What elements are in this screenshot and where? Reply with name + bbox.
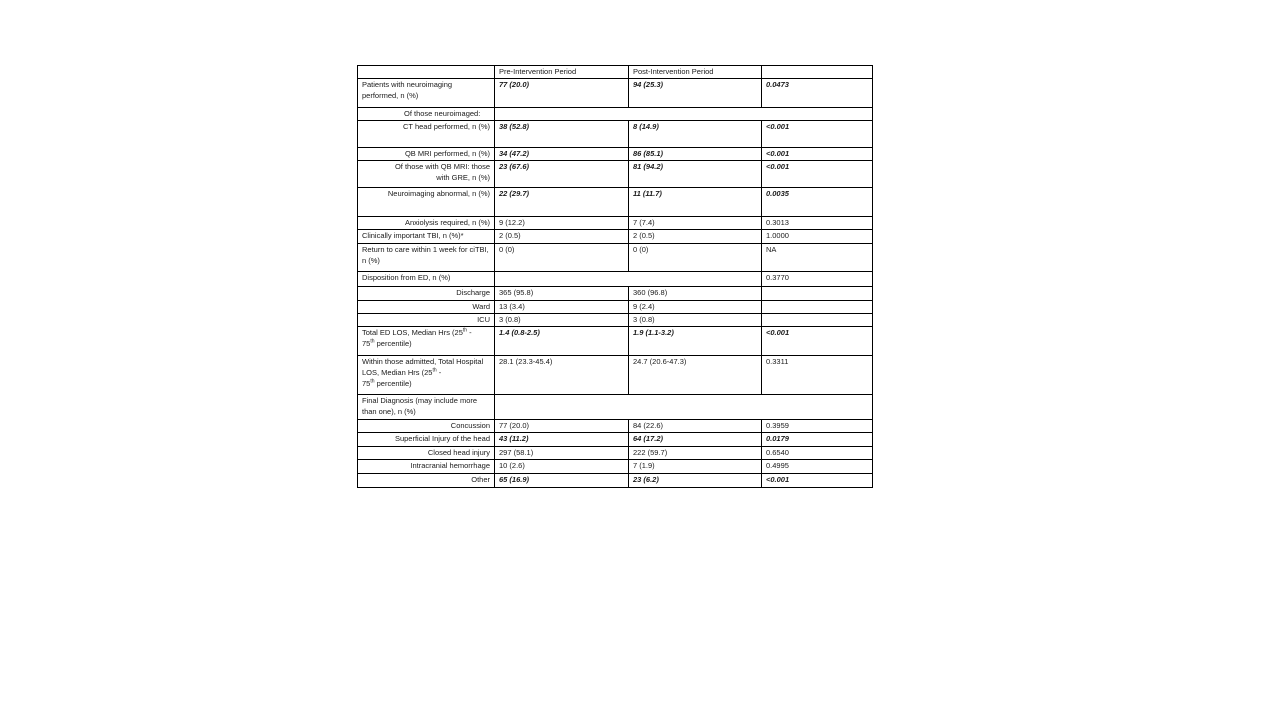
post-value: 86 (85.1) (629, 148, 762, 161)
pre-value: 297 (58.1) (495, 447, 629, 460)
table-row-disposition (358, 272, 873, 287)
p-value: 0.3311 (762, 356, 873, 395)
header-pre: Pre-Intervention Period (495, 66, 629, 79)
table-row-neuroimaging (358, 79, 873, 108)
post-value: 11 (11.7) (629, 188, 762, 217)
row-label: Neuroimaging abnormal, n (%) (358, 188, 495, 217)
p-value: 1.0000 (762, 230, 873, 244)
table-row-ich (358, 460, 873, 474)
row-label: Intracranial hemorrhage (358, 460, 495, 474)
empty-cell (495, 395, 873, 420)
p-value: 0.3013 (762, 217, 873, 230)
pre-value: 10 (2.6) (495, 460, 629, 474)
post-value: 84 (22.6) (629, 420, 762, 433)
p-value: 0.0473 (762, 79, 873, 108)
row-label (358, 356, 495, 395)
table-row-anxiolysis (358, 217, 873, 230)
table-row-superficial (358, 433, 873, 447)
header-row (358, 66, 873, 79)
table-row-discharge (358, 287, 873, 301)
p-value: 0.3770 (762, 272, 873, 287)
post-value: 23 (6.2) (629, 474, 762, 488)
pre-value: 13 (3.4) (495, 301, 629, 314)
p-value: 0.6540 (762, 447, 873, 460)
pre-value: 77 (20.0) (495, 420, 629, 433)
pre-value: 34 (47.2) (495, 148, 629, 161)
post-value: 1.9 (1.1-3.2) (629, 327, 762, 356)
p-value: 0.0179 (762, 433, 873, 447)
p-value: <0.001 (762, 148, 873, 161)
table-row-of-those (358, 108, 873, 121)
post-value: 24.7 (20.6-47.3) (629, 356, 762, 395)
table-row-citbi (358, 230, 873, 244)
post-value: 9 (2.4) (629, 301, 762, 314)
row-label: Return to care within 1 week for ciTBI, n (%) (358, 244, 495, 272)
row-label: Final Diagnosis (may include more than one), n (%) (358, 395, 495, 420)
p-value: <0.001 (762, 327, 873, 356)
table-row-ed-los (358, 327, 873, 356)
table-row-gre (358, 161, 873, 188)
pre-value: 0 (0) (495, 244, 629, 272)
p-value: 0.0035 (762, 188, 873, 217)
pre-value: 77 (20.0) (495, 79, 629, 108)
table-row-other (358, 474, 873, 488)
superscript: th (370, 378, 375, 385)
pre-value: 9 (12.2) (495, 217, 629, 230)
table-row-return (358, 244, 873, 272)
row-label: Superficial Injury of the head (358, 433, 495, 447)
empty-cell (495, 272, 762, 287)
header-label-cell (358, 66, 495, 79)
table-row-neuro-abnormal (358, 188, 873, 217)
p-value (762, 314, 873, 327)
p-value (762, 287, 873, 301)
post-value: 7 (7.4) (629, 217, 762, 230)
post-value: 0 (0) (629, 244, 762, 272)
p-value: <0.001 (762, 161, 873, 188)
superscript: th (462, 327, 468, 334)
label-part: 75 (362, 339, 371, 348)
post-value: 360 (96.8) (629, 287, 762, 301)
pre-value: 28.1 (23.3-45.4) (495, 356, 629, 395)
table-row-qb-mri (358, 148, 873, 161)
pre-value: 43 (11.2) (495, 433, 629, 447)
row-label: Concussion (358, 420, 495, 433)
row-label: Closed head injury (358, 447, 495, 460)
post-value: 222 (59.7) (629, 447, 762, 460)
label-part: - (467, 328, 472, 337)
header-p (762, 66, 873, 79)
row-label: Disposition from ED, n (%) (358, 272, 495, 287)
row-label (358, 327, 495, 356)
row-label: QB MRI performed, n (%) (358, 148, 495, 161)
table-row-final-diagnosis (358, 395, 873, 420)
p-value: 0.3959 (762, 420, 873, 433)
empty-cell (495, 108, 873, 121)
table-row-hospital-los (358, 356, 873, 395)
post-value: 3 (0.8) (629, 314, 762, 327)
pre-value: 1.4 (0.8-2.5) (495, 327, 629, 356)
post-value: 64 (17.2) (629, 433, 762, 447)
row-label-line2: with GRE, n (%) (436, 173, 490, 182)
pre-value: 3 (0.8) (495, 314, 629, 327)
label-part: - (436, 368, 442, 377)
table-row-ct (358, 121, 873, 148)
post-value: 8 (14.9) (629, 121, 762, 148)
pre-value: 23 (67.6) (495, 161, 629, 188)
p-value (762, 301, 873, 314)
post-value: 81 (94.2) (629, 161, 762, 188)
pre-value: 22 (29.7) (495, 188, 629, 217)
results-table (357, 65, 873, 488)
pre-value: 2 (0.5) (495, 230, 629, 244)
label-part: 75 (362, 379, 371, 388)
pre-value: 365 (95.8) (495, 287, 629, 301)
row-label: Patients with neuroimaging performed, n (%) (358, 79, 495, 108)
pre-value: 38 (52.8) (495, 121, 629, 148)
post-value: 7 (1.9) (629, 460, 762, 474)
label-part: Within those admitted, Total Hospital LOS, Median Hrs (25 (362, 357, 484, 377)
row-label-line1: Of those with QB MRI: those (394, 162, 490, 171)
header-post: Post-Intervention Period (629, 66, 762, 79)
superscript: th (432, 367, 437, 374)
p-value: <0.001 (762, 474, 873, 488)
row-label: ICU (358, 314, 495, 327)
label-part: percentile) (374, 339, 412, 348)
superscript: th (370, 338, 375, 345)
p-value: 0.4995 (762, 460, 873, 474)
table-row-closed-head (358, 447, 873, 460)
row-label: Anxiolysis required, n (%) (358, 217, 495, 230)
table-row-ward (358, 301, 873, 314)
p-value: NA (762, 244, 873, 272)
row-label (358, 161, 495, 188)
pre-value: 65 (16.9) (495, 474, 629, 488)
post-value: 94 (25.3) (629, 79, 762, 108)
row-label: Of those neuroimaged: (358, 108, 495, 121)
row-label: Other (358, 474, 495, 488)
row-label: CT head performed, n (%) (358, 121, 495, 148)
row-label: Clinically important TBI, n (%)* (358, 230, 495, 244)
table-row-concussion (358, 420, 873, 433)
post-value: 2 (0.5) (629, 230, 762, 244)
p-value: <0.001 (762, 121, 873, 148)
row-label: Discharge (358, 287, 495, 301)
table-row-icu (358, 314, 873, 327)
label-part: percentile) (374, 379, 412, 388)
label-part: Total ED LOS, Median Hrs (25 (362, 328, 463, 337)
row-label: Ward (358, 301, 495, 314)
